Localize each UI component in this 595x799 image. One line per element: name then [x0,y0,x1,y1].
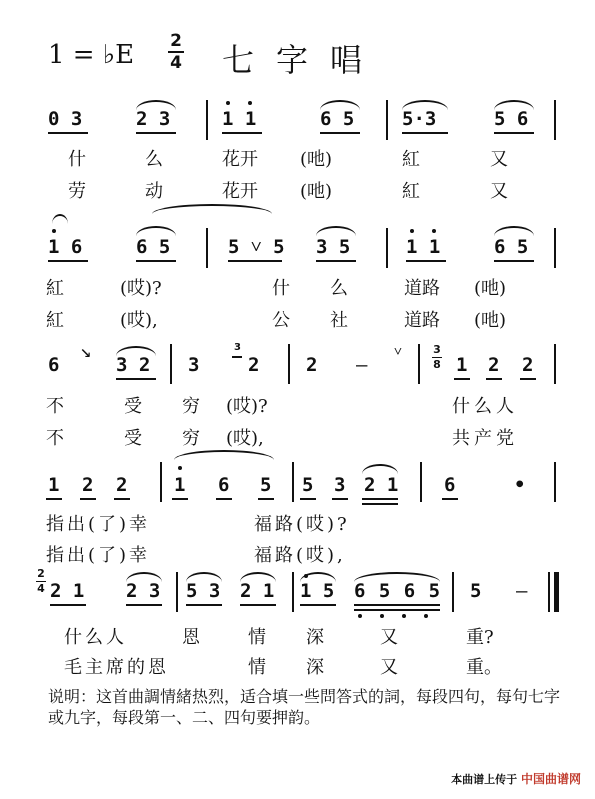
note-group: 2 3 [136,108,171,130]
note-group: 3 5 [316,236,351,258]
note-group: 1 1 [222,108,257,130]
grace-note: 3 [234,342,241,353]
breath-mark: ˅ [394,344,402,360]
note-group: 5 6 [494,108,529,130]
site-credit[interactable]: 本曲谱上传于 中国曲谱网 [451,772,581,786]
time-signature: 2 4 [168,32,184,72]
note-group: 0 3 [48,108,83,130]
explanation-text: 说明：这首曲調情緒热烈，适合填一些問答式的詞，每段四句，每句七字或九字，每段第一、二、四句要押韵。 [48,687,561,727]
note-group: 1 6 [48,236,83,258]
note-group: 6 5 [136,236,171,258]
time-signature-change: 2 4 [37,567,45,595]
song-title: 七字唱 [222,41,385,79]
note-group: 1 1 [406,236,441,258]
site-logo: 中国曲谱网 [520,772,581,786]
note-group: 6 5 [494,236,529,258]
note-group: 5·3 [402,108,437,130]
time-signature-change: 3 8 [433,343,441,371]
glide-arrow: ↘ [80,340,92,362]
key-signature: 1 = ♭E [48,40,135,70]
note-group: 6 5 [320,108,355,130]
note-group: 5 ˅ 5 [228,236,285,258]
